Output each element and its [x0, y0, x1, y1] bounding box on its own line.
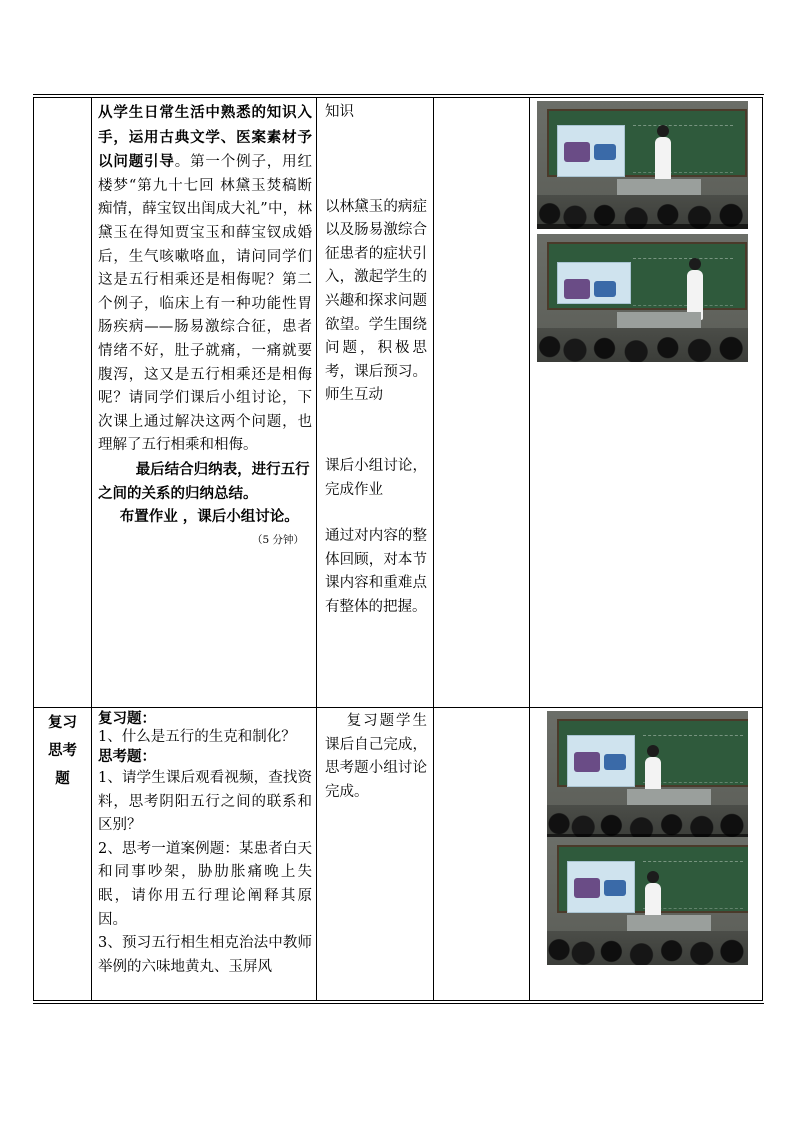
homework-paragraph: 布置作业 ，课后小组讨论。: [119, 508, 299, 526]
activity-knowledge: 知识: [325, 104, 354, 120]
review-activity-cell: [325, 710, 427, 804]
review-title: 复习题：: [98, 710, 156, 727]
activity-homework: 课后小组讨论，完成作业: [325, 457, 427, 498]
classroom-video-screenshot: [537, 101, 748, 229]
column-divider: [433, 98, 434, 1000]
review-activity: 复习题学生课后自己完成，思考题小组讨论完成。: [325, 713, 427, 800]
summary-paragraph: 最后结合归纳表，进行五行之间的关系的归纳总结。: [98, 460, 310, 502]
row-label: [34, 709, 91, 793]
column-divider: [529, 98, 530, 1000]
activity-review: 通过对内容的整体回顾，对本节课内容和重难点有整体的把握。: [325, 528, 427, 615]
duration-note: （5 分钟）: [251, 533, 304, 546]
student-activity-cell: [325, 101, 427, 620]
think-question: 2、思考一道案例题：某患者白天和同事吵架，胁肋胀痛晚上失眠，请你用五行理论阐释其原因。: [98, 840, 312, 928]
lesson-plan-table: [33, 97, 763, 1001]
column-divider: [91, 98, 92, 1000]
column-divider: [316, 98, 317, 1000]
content-intro-bold: 从学生日常生活中熟悉的知识入手，运用古典文学、医案素材予以问题引导: [98, 104, 312, 171]
activity-intro: 以林黛玉的病症以及肠易激综合征患者的症状引入，激起学生的兴趣和探求问题欲望。学生围绕问题，积极思考，课后预习。师生互动: [325, 198, 427, 404]
row-label-line: 思考: [48, 742, 77, 759]
think-question: 3、预习五行相生相克治法中教师举例的六味地黄丸、玉屏风: [98, 935, 312, 975]
review-content-cell: [98, 710, 312, 979]
content-intro-text: 。第一个例子，用红楼梦“第九十七回 林黛玉焚稿断痴情，薛宝钗出闺成大礼”中，林黛玉在得知贾宝玉和薛宝钗成婚后，生气咳嗽咯血，请问同学们这是五行相乘还是相侮呢？第二个例子，临床上有一种功能性胃肠疾病——肠易激综合征，患者情绪不好，肚子就痛，一痛就要腹泻，这又是五行相乘还是相侮呢？请同学们课后小组讨论，下次课上通过解决这两个问题，也理解了五行相乘和相侮。: [98, 154, 313, 454]
row-divider: [34, 707, 762, 708]
review-question: 1、什么是五行的生克和制化？: [98, 729, 296, 745]
classroom-video-screenshot: [547, 711, 748, 839]
think-question: 1、请学生课后观看视频，查找资料，思考阴阳五行之间的联系和区别？: [98, 770, 312, 834]
classroom-video-screenshot: [537, 234, 748, 362]
row-label-line: 题: [55, 770, 70, 787]
think-title: 思考题：: [98, 748, 156, 765]
classroom-video-screenshot: [547, 837, 748, 965]
teaching-content-cell: [98, 101, 312, 552]
row-label-line: 复习: [48, 714, 77, 731]
